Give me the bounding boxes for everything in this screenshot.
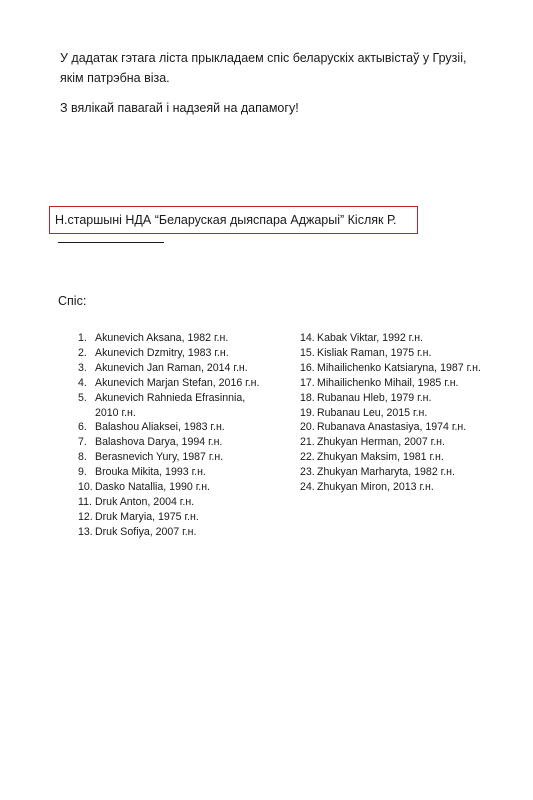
list-item-text: Akunevich Dzmitry, 1983 г.н. bbox=[95, 346, 229, 359]
intro-line-1: У дадатак гэтага ліста прыкладаем спіс беларускіх актывістаў у Грузіі, bbox=[60, 51, 467, 65]
list-item-number: 1. bbox=[78, 332, 87, 344]
list-item-number: 22. bbox=[300, 451, 315, 464]
list-item-text: Kabak Viktar, 1992 г.н. bbox=[317, 332, 423, 344]
list-item-number: 6. bbox=[78, 421, 87, 434]
list-item-text: Mihailichenko Mihail, 1985 г.н. bbox=[317, 376, 459, 389]
signature-block bbox=[49, 206, 418, 234]
list-item-text: Rubanau Leu, 2015 г.н. bbox=[317, 406, 428, 419]
person-list-right bbox=[300, 331, 530, 495]
list-item-number: 17. bbox=[300, 376, 315, 389]
list-item bbox=[300, 420, 530, 435]
list-item-number: 16. bbox=[300, 361, 315, 374]
list-item bbox=[300, 376, 530, 391]
list-item-text: Druk Maryia, 1975 г.н. bbox=[95, 510, 199, 523]
list-item bbox=[78, 510, 288, 525]
list-item-number: 14. bbox=[300, 332, 315, 344]
list-item-text: Dasko Natallia, 1990 г.н. bbox=[95, 481, 211, 494]
list-item bbox=[300, 450, 530, 465]
list-item-number: 5. bbox=[78, 391, 87, 404]
list-item bbox=[300, 346, 530, 361]
list-item bbox=[78, 420, 288, 435]
list-item bbox=[78, 465, 288, 480]
list-item-text: Zhukyan Miron, 2013 г.н. bbox=[317, 481, 434, 494]
list-item-number: 7. bbox=[78, 436, 87, 449]
list-item bbox=[78, 346, 288, 361]
list-item-number: 10. bbox=[78, 481, 93, 494]
list-item bbox=[78, 376, 288, 391]
list-item bbox=[300, 406, 530, 421]
list-item-text: Rubanava Anastasiya, 1974 г.н. bbox=[317, 421, 467, 434]
list-item-text: Kisliak Raman, 1975 г.н. bbox=[317, 346, 432, 359]
list-item bbox=[78, 525, 288, 540]
list-item bbox=[300, 391, 530, 406]
list-item-text: Akunevich Rahnieda Efrasinnia, bbox=[95, 391, 246, 404]
list-item bbox=[78, 361, 288, 376]
list-item-number: 18. bbox=[300, 391, 315, 404]
list-item bbox=[300, 480, 530, 495]
list-item bbox=[78, 480, 288, 495]
list-item bbox=[78, 450, 288, 465]
list-item-number: 23. bbox=[300, 466, 315, 479]
list-item-text: Druk Sofiya, 2007 г.н. bbox=[95, 525, 197, 538]
signature-line bbox=[58, 242, 164, 243]
list-item-number: 11. bbox=[78, 495, 92, 508]
list-item-number: 12. bbox=[78, 510, 93, 523]
intro-line-2: якім патрэбна віза. bbox=[60, 71, 170, 85]
list-item-text: Akunevich Jan Raman, 2014 г.н. bbox=[95, 361, 248, 374]
list-item-text: Zhukyan Maksim, 1981 г.н. bbox=[317, 451, 444, 464]
list-item-number: 15. bbox=[300, 346, 315, 359]
list-item-number: 19. bbox=[300, 406, 315, 419]
list-heading: Спіс: bbox=[58, 294, 87, 308]
signature-text: Н.старшыні НДА “Беларуская дыяспара Аджарыі” Кісляк Р. bbox=[55, 213, 397, 227]
list-item-number: 21. bbox=[300, 436, 315, 449]
list-item-text: 2010 г.н. bbox=[95, 406, 136, 419]
list-item-number: 4. bbox=[78, 376, 87, 389]
list-item-number: 20. bbox=[300, 421, 315, 434]
list-item-text: Balashova Darya, 1994 г.н. bbox=[95, 436, 223, 449]
list-item-number: 9. bbox=[78, 466, 87, 479]
list-item-number: 2. bbox=[78, 346, 87, 359]
list-item bbox=[78, 331, 288, 346]
list-item-text: Zhukyan Marharyta, 1982 г.н. bbox=[317, 466, 455, 479]
list-item-text: Mihailichenko Katsiaryna, 1987 г.н. bbox=[317, 361, 481, 374]
list-item-text: Druk Anton, 2004 г.н. bbox=[95, 495, 195, 508]
list-item-text: Akunevich Aksana, 1982 г.н. bbox=[95, 332, 229, 344]
list-item-number: 3. bbox=[78, 361, 87, 374]
list-item bbox=[300, 465, 530, 480]
list-item-number: 8. bbox=[78, 451, 87, 464]
list-item-text: Akunevich Marjan Stefan, 2016 г.н. bbox=[95, 376, 260, 389]
closing-paragraph: З вялікай павагай і надзеяй на дапамогу! bbox=[60, 101, 299, 115]
list-item-text: Brouka Mikita, 1993 г.н. bbox=[95, 466, 206, 479]
list-item bbox=[300, 331, 530, 346]
intro-paragraph bbox=[60, 48, 500, 88]
list-item-text: Berasnevich Yury, 1987 г.н. bbox=[95, 451, 224, 464]
person-list-left bbox=[78, 331, 288, 540]
list-item bbox=[78, 435, 288, 450]
list-item-text: Zhukyan Herman, 2007 г.н. bbox=[317, 436, 445, 449]
list-item bbox=[78, 391, 288, 406]
list-item bbox=[300, 361, 530, 376]
list-item bbox=[78, 495, 288, 510]
list-item-text: Balashou Aliaksei, 1983 г.н. bbox=[95, 421, 225, 434]
list-item-number: 13. bbox=[78, 525, 93, 538]
list-item-text: Rubanau Hleb, 1979 г.н. bbox=[317, 391, 432, 404]
list-item-number: 24. bbox=[300, 481, 315, 494]
list-item bbox=[300, 435, 530, 450]
list-item-continuation bbox=[78, 406, 288, 421]
